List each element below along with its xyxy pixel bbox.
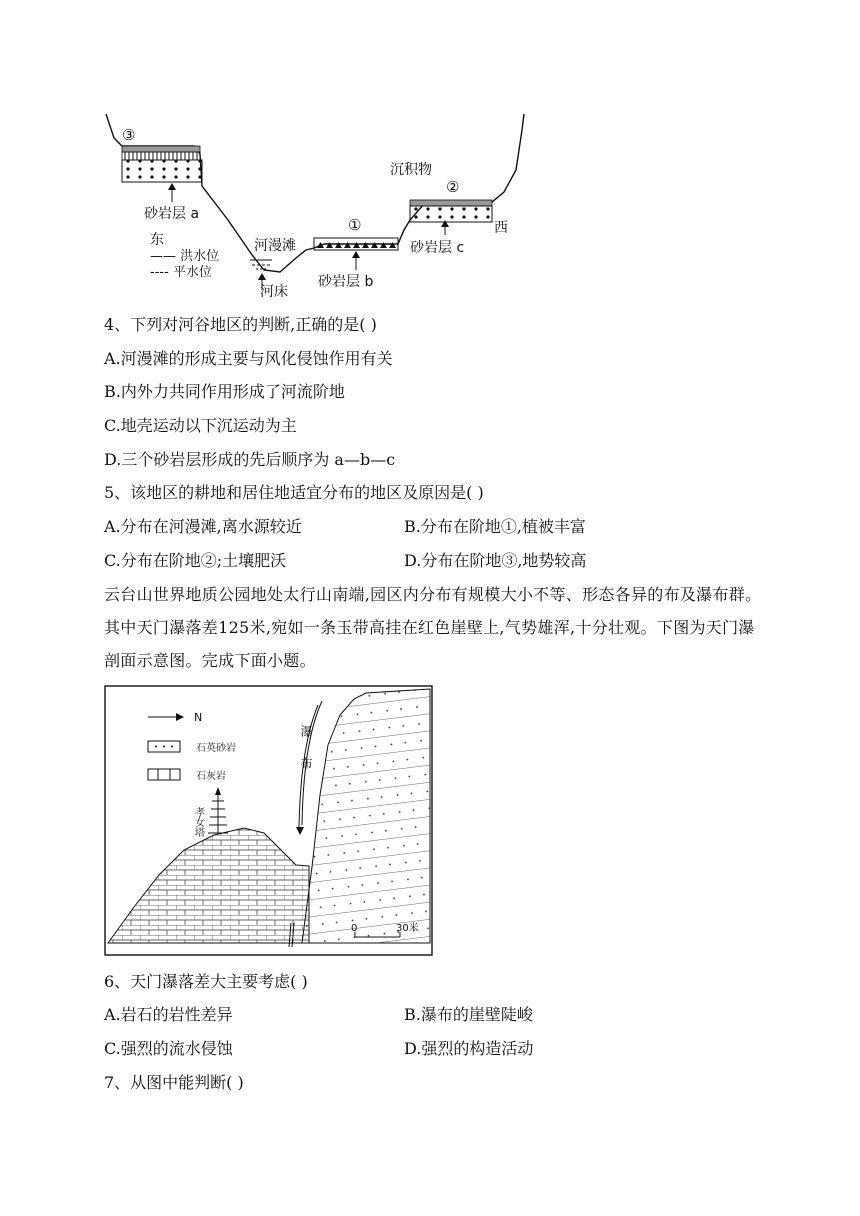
q5-option-c: C.分布在阶地②;土壤肥沃 [104,551,287,570]
north-label: N [194,711,203,724]
q5-option-a: A.分布在河漫滩,离水源较近 [104,517,302,536]
q4-option-c: C.地壳运动以下沉运动为主 [104,416,297,435]
waterfall-figure [104,685,434,957]
floodplain-label: 河漫滩 [254,238,296,254]
terrace-3-label: ③ [122,126,136,144]
limestone-legend: 石灰岩 [196,771,226,782]
q5-option-b: B.分布在阶地①,植被丰富 [404,517,586,536]
q4-stem: 4、下列对河谷地区的判断,正确的是( ) [104,315,377,334]
flood-level-legend: —— 洪水位 [150,249,220,264]
q6-option-c: C.强烈的流水侵蚀 [104,1039,233,1058]
q4-option-d: D.三个砂岩层形成的先后顺序为 a—b—c [104,450,396,469]
east-label: 东 [150,232,164,248]
sandstone-a-label: 砂岩层 a [144,206,200,222]
river-valley-figure [100,110,530,305]
q5-stem: 5、该地区的耕地和居住地适宜分布的地区及原因是( ) [104,483,484,502]
sandstone-c-label: 砂岩层 c [410,240,465,256]
q4-option-a: A.河漫滩的形成主要与风化侵蚀作用有关 [104,349,393,368]
q4-option-b: B.内外力共同作用形成了河流阶地 [104,382,345,401]
waterfall-label: 瀑布 [299,725,313,789]
q6-stem: 6、天门瀑落差大主要考虑( ) [104,972,308,991]
scale-end: 30米 [396,923,419,934]
q5-option-d: D.分布在阶地③,地势较高 [404,551,587,570]
q6-option-b: B.瀑布的崖壁陡峻 [404,1005,533,1024]
scale-zero: 0 [351,923,358,934]
intro-paragraph: 云台山世界地质公园地处太行山南端,园区内分布有规模大小不等、形态各异的布及瀑布群。其中天门瀑落差125米,宛如一条玉带高挂在红色崖壁上,气势雄浑,十分壮观。下图为天门瀑剖面示意图。完成下面小题。 [104,585,762,670]
quartz-sandstone-legend: 石英砂岩 [196,743,236,754]
q6-option-d: D.强烈的构造活动 [404,1039,534,1058]
normal-level-legend: ---- 平水位 [150,265,212,280]
terrace-2-label: ② [446,178,460,196]
riverbed-label: 河床 [260,284,288,300]
sandstone-b-label: 砂岩层 b [318,274,374,290]
terrace-1-label: ① [348,216,362,234]
tower-label: 孝女塔 [192,807,204,837]
sediment-label: 沉积物 [390,162,432,178]
west-label: 西 [494,220,508,236]
q6-option-a: A.岩石的岩性差异 [104,1005,233,1024]
q7-stem: 7、从图中能判断( ) [104,1073,244,1092]
